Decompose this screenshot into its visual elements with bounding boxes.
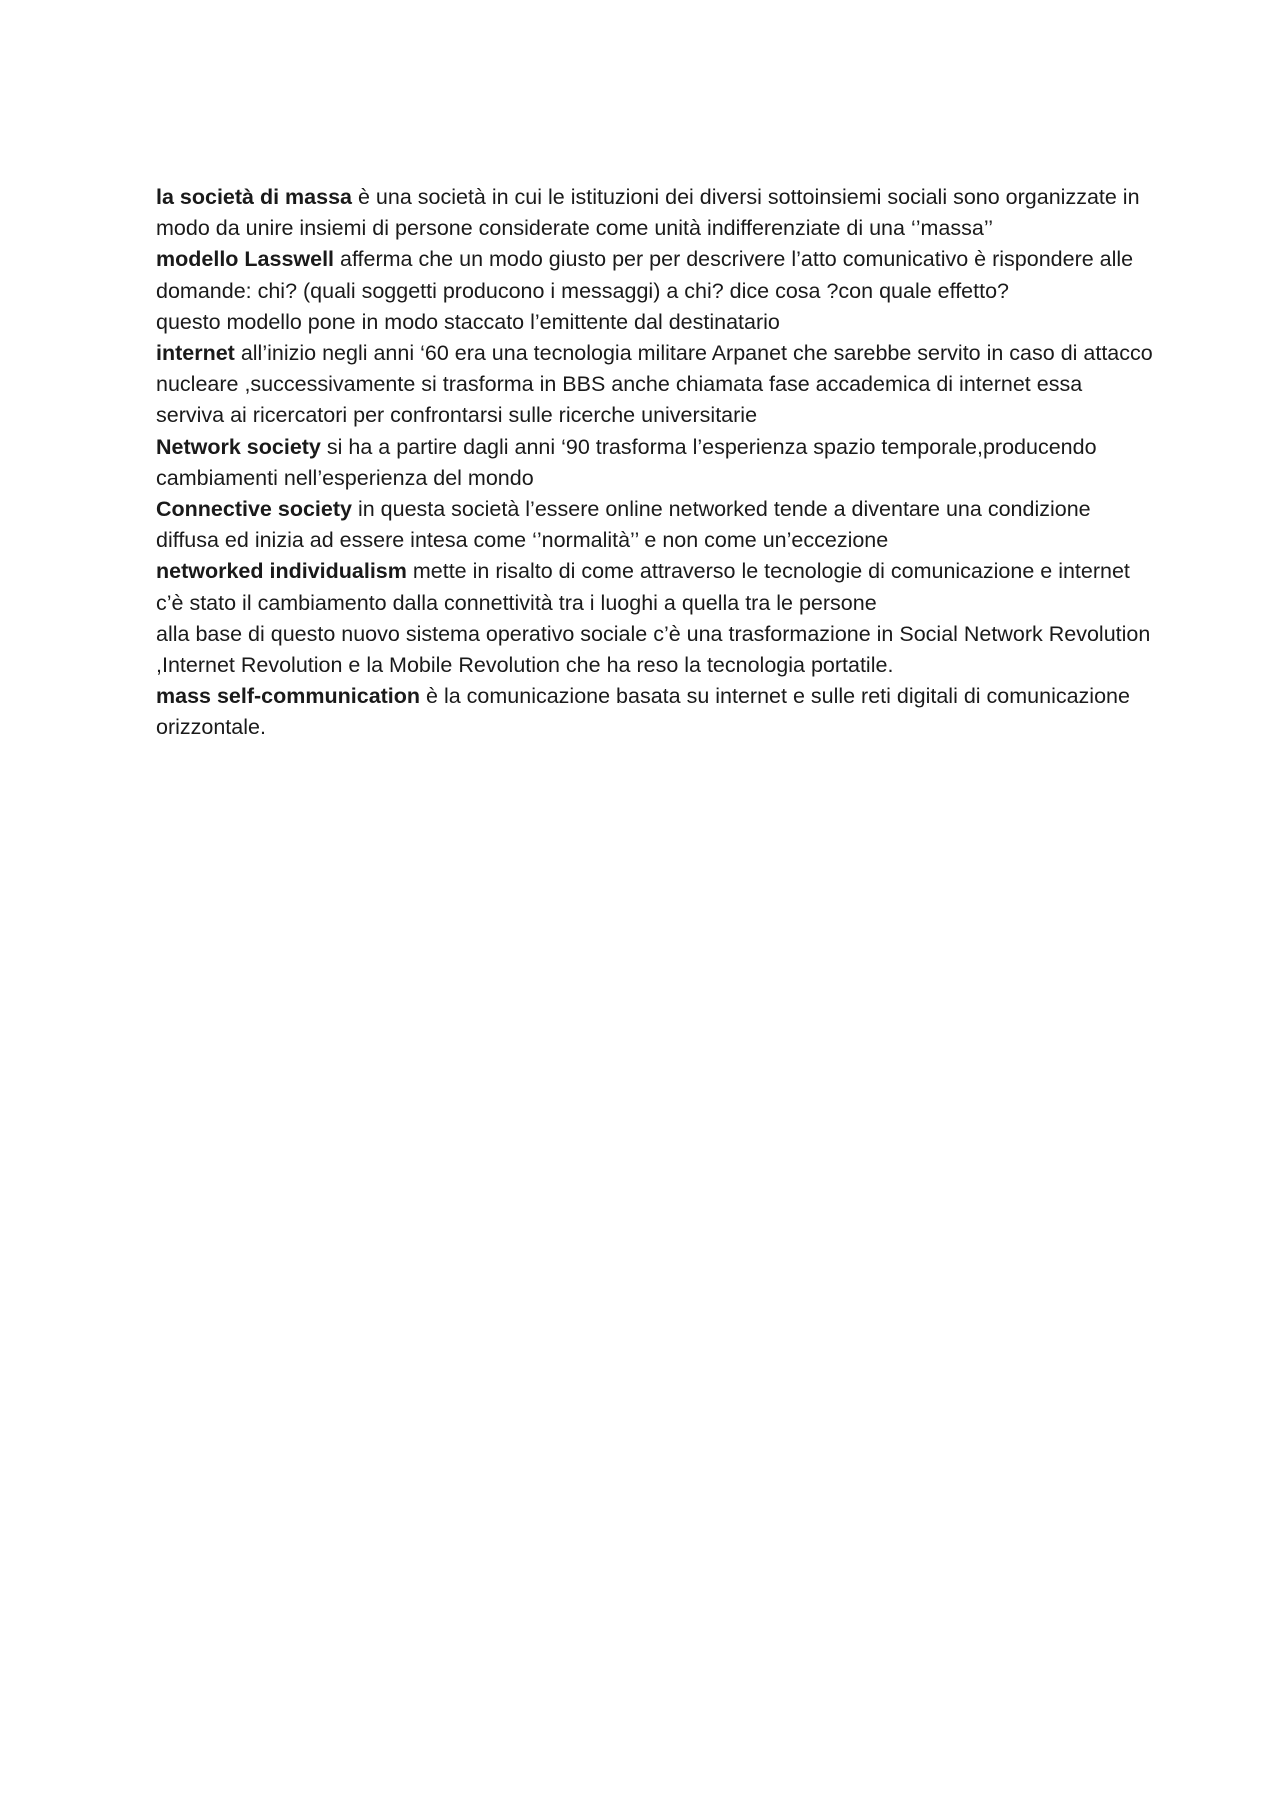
paragraph-text: alla base di questo nuovo sistema operativo sociale c’è una trasformazione in Social Network Revolution ,Internet Revolution e la Mobile Revolution che ha reso la tecnologia portatile.: [156, 621, 1151, 678]
paragraph-text: in questa società l’essere online networked tende a diventare una condizione diffusa ed inizia ad essere intesa come ‘’normalità’’ e non come un’eccezione: [156, 497, 1091, 553]
paragraph-text: è la comunicazione basata su internet e sulle reti digitali di comunicazione orizzontale.: [156, 684, 1130, 740]
document-body: [156, 182, 1156, 744]
term-label: mass self-communication: [156, 684, 421, 709]
paragraph-text: si ha a partire dagli anni ‘90 trasforma l’esperienza spazio temporale,producendo cambiamenti nell’esperienza del mondo: [156, 434, 1097, 490]
paragraph-text: afferma che un modo giusto per per descrivere l’atto comunicativo è rispondere alle domande: chi? (quali soggetti producono i messaggi) a chi? dice cosa ?con quale effetto?: [156, 247, 1134, 303]
paragraph-modello-lasswell: [156, 244, 1156, 306]
paragraph-mass-self-communication: [156, 681, 1156, 743]
paragraph-sistema-operativo: [156, 619, 1156, 681]
paragraph-modello-note: [156, 307, 1156, 338]
paragraph-text: mette in risalto di come attraverso le tecnologie di comunicazione e internet c’è stato il cambiamento dalla connettività tra i luoghi a quella tra le persone: [156, 559, 1130, 615]
paragraph-internet: [156, 338, 1156, 432]
paragraph-text: all’inizio negli anni ‘60 era una tecnologia militare Arpanet che sarebbe servito in caso di attacco nucleare ,successivamente si trasforma in BBS anche chiamata fase accademica di internet essa serviva ai ricercatori per confrontarsi sulle ricerche universitarie: [156, 341, 1153, 428]
paragraph-societa-di-massa: [156, 182, 1156, 244]
paragraph-connective-society: [156, 494, 1156, 556]
paragraph-network-society: [156, 432, 1156, 494]
term-label: modello Lasswell: [156, 247, 335, 272]
paragraph-networked-individualism: [156, 556, 1156, 618]
term-label: la società di massa: [156, 185, 352, 209]
term-label: networked individualism: [156, 559, 407, 584]
term-label: Connective society: [156, 497, 352, 522]
paragraph-text: questo modello pone in modo staccato l’emittente dal destinatario: [156, 309, 780, 334]
term-label: internet: [156, 341, 235, 366]
paragraph-text: è una società in cui le istituzioni dei diversi sottoinsiemi sociali sono organizzate in modo da unire insiemi di persone considerate come unità indifferenziate di una ‘’massa’’: [156, 185, 1140, 241]
term-label: Network society: [156, 434, 321, 459]
